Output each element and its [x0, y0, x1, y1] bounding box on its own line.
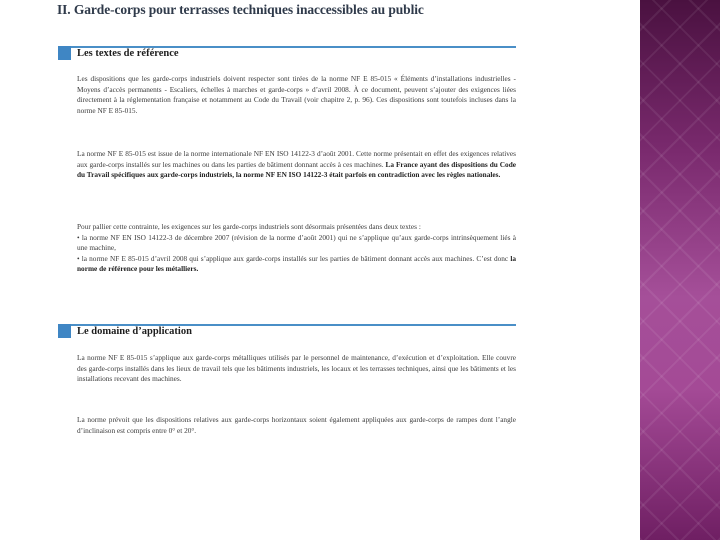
section-heading: Les textes de référence: [77, 48, 179, 59]
paragraph-text: La norme NF E 85-015 est issue de la norme internationale NF EN ISO 14122-3 d’août 2001. Cette norme présentait en effet des exigences relatives aux garde-corps installés sur les machines ou dans les parties de bâtiment donnant accès à ces machines.: [77, 149, 516, 169]
section-heading: Le domaine d’application: [77, 326, 192, 337]
section-marker-icon: [58, 46, 71, 60]
paragraph-reference-2: [77, 149, 516, 181]
paragraph-reference-3: [77, 222, 516, 275]
paragraph-emphasis: La France ayant des dispositions du Code du Travail spécifiques aux garde-corps industriels, la norme NF EN ISO 14122-3 était parfois en contradiction avec les règles nationales.: [77, 159, 516, 179]
section-header-textes-reference: [58, 46, 516, 68]
bullet-item-iso: • la norme NF EN ISO 14122-3 de décembre 2007 (révision de la norme d’août 2001) qui ne s’applique qu’aux garde-corps intrinsèquement liés à une machine,: [77, 232, 516, 252]
page-title: II. Garde-corps pour terrasses techniques inaccessibles au public: [57, 2, 424, 17]
section-header-domaine-application: [58, 324, 516, 346]
decorative-sidebar: [640, 0, 720, 540]
section-marker-icon: [58, 324, 71, 338]
bullet-item-nf: [77, 254, 516, 275]
paragraph-application-1: La norme NF E 85-015 s’applique aux garde-corps métalliques utilisés par le personnel de maintenance, d’exécution et d’exploitation. Elle couvre des garde-corps installés dans les lieux de travail tels que les bâtiments industriels, les locaux et les terrasses techniques, ainsi que les bâtiments et les installations recevant des machines.: [77, 353, 516, 383]
bullet-text: • la norme NF E 85-015 d’avril 2008 qui s’applique aux garde-corps installés sur les parties de bâtiment donnant accès aux machines. C’est donc: [77, 253, 511, 263]
paragraph-application-2: La norme prévoit que les dispositions relatives aux garde-corps horizontaux soient également appliquées aux garde-corps de rampes dont l’angle d’inclinaison est compris entre 0° et 20°.: [77, 415, 516, 435]
paragraph-reference-1: Les dispositions que les garde-corps industriels doivent respecter sont tirées de la norme NF E 85-015 « Éléments d’installations industrielles - Moyens d’accès permanents - Escaliers, échelles à marches et garde-corps » d’avril 2008. À ce document, peuvent s’ajouter des exigences liées directement à la réglementation française et notamment au Code du Travail (voir chapitre 2, p. 96). Ces dispositions sont toutefois incluses dans la norme NF E 85-015.: [77, 74, 516, 115]
bullet-emphasis: la norme de référence pour les métalliers.: [77, 253, 516, 273]
paragraph-intro: Pour pallier cette contrainte, les exigences sur les garde-corps industriels sont désormais présentées dans deux textes :: [77, 222, 421, 231]
